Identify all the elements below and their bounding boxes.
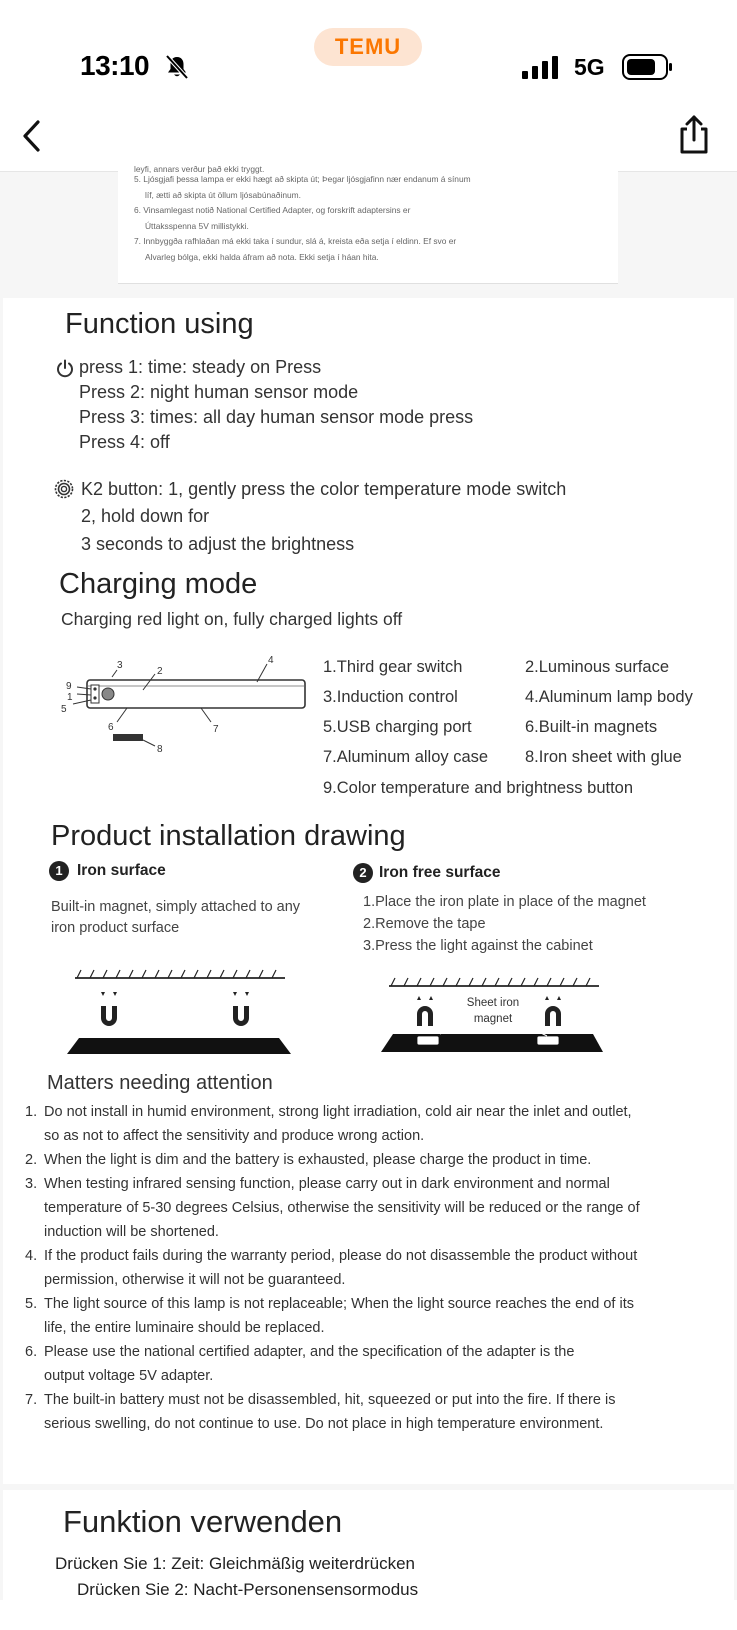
iron-free-surface-diagram [377, 970, 613, 1070]
diagram-label-7: 7 [213, 724, 219, 735]
step-badge-1: 1 [49, 861, 69, 881]
charging-mode-title: Charging mode [59, 568, 258, 600]
diagram-label-5: 5 [61, 704, 67, 715]
k2-line: 3 seconds to adjust the brightness [81, 534, 355, 554]
attention-item [25, 1244, 725, 1292]
app-badge[interactable] [314, 28, 422, 66]
status-time: 13:10 [80, 50, 150, 81]
part-label: 7.Aluminum alloy case [323, 748, 489, 766]
iron-free-step: 1.Place the iron plate in place of the magnet [363, 894, 646, 910]
attention-item [25, 1148, 725, 1172]
press-line: Press 4: off [79, 432, 170, 452]
part-label: 6.Built-in magnets [525, 718, 658, 736]
attention-item-number: 4. [25, 1248, 38, 1264]
k2-line: K2 button: 1, gently press the color temperature mode switch [81, 479, 567, 499]
attention-item-number: 5. [25, 1296, 38, 1312]
share-icon[interactable] [674, 112, 714, 158]
part-label: 5.USB charging port [323, 718, 472, 736]
step-badge-2: 2 [353, 863, 373, 883]
iron-surface-desc: Built-in magnet, simply attached to any [51, 899, 301, 915]
part-label: 8.Iron sheet with glue [525, 748, 682, 766]
press-line: Press 2: night human sensor mode [79, 382, 359, 402]
diagram-label-1: 1 [67, 692, 73, 703]
status-bar [0, 0, 737, 100]
german-title: Funktion verwenden [63, 1504, 343, 1539]
german-line: Drücken Sie 2: Nacht-Personensensormodus [77, 1580, 419, 1599]
diagram-label-6: 6 [108, 722, 114, 733]
attention-item-line: Please use the national certified adapter, and the specification of the adapter is the [44, 1344, 575, 1360]
icelandic-line: 7. Innbyggða rafhlaðan má ekki taka í sundur, slá á, kreista eða setja í eldinn. Ef svo er [134, 236, 457, 246]
power-icon [55, 359, 75, 379]
press-line: Press 3: times: all day human sensor mode press [79, 407, 474, 427]
attention-item-line: When testing infrared sensing function, please carry out in dark environment and normal [44, 1176, 610, 1192]
press-line: press 1: time: steady on Press [79, 357, 322, 377]
product-description-scroll[interactable] [0, 164, 737, 1600]
gear-button-icon [53, 478, 75, 500]
sheet-iron-label: magnet [473, 1013, 513, 1025]
back-chevron-icon[interactable] [16, 114, 56, 158]
part-label: 4.Aluminum lamp body [525, 688, 693, 706]
attention-title: Matters needing attention [47, 1072, 273, 1094]
icelandic-line: 6. Vinsamlegast notið National Certified Adapter, og forskrift adaptersins er [134, 205, 411, 215]
icelandic-line: leyfi, annars verður það ekki tryggt. [134, 164, 265, 174]
attention-item-number: 7. [25, 1392, 38, 1408]
function-using-title: Function using [65, 308, 254, 340]
attention-item-number: 2. [25, 1152, 38, 1168]
attention-item-number: 6. [25, 1344, 38, 1360]
attention-item [25, 1388, 725, 1436]
attention-item-line: serious swelling, do not continue to use. Do not place in high temperature environment. [44, 1416, 604, 1432]
attention-item [25, 1100, 725, 1148]
iron-free-step: 2.Remove the tape [363, 916, 486, 932]
attention-item [25, 1292, 725, 1340]
diagram-label-8: 8 [157, 744, 163, 755]
icelandic-line: Alvarleg bólga, ekki halda áfram að nota. Ekki setja í háan hita. [145, 251, 379, 262]
german-instructions-image [3, 1490, 734, 1630]
attention-item-number: 1. [25, 1104, 38, 1120]
attention-item-line: The built-in battery must not be disassembled, hit, squeezed or put into the fire. If there is [44, 1392, 616, 1408]
english-instructions-image [3, 298, 734, 1484]
diagram-label-4: 4 [268, 655, 274, 666]
bell-muted-icon [164, 54, 190, 80]
iron-surface-heading: Iron surface [77, 862, 166, 879]
diagram-label-9: 9 [66, 681, 72, 692]
iron-surface-diagram [63, 962, 299, 1062]
battery-icon [622, 54, 674, 80]
sheet-iron-label: Sheet iron [466, 997, 520, 1009]
installation-title: Product installation drawing [51, 820, 406, 852]
cellular-signal-icon [522, 56, 562, 80]
iron-free-step: 3.Press the light against the cabinet [363, 938, 593, 954]
part-label: 3.Induction control [323, 688, 458, 706]
app-badge-label: TEMU [334, 34, 402, 59]
lamp-parts-diagram [53, 650, 313, 762]
attention-item-line: permission, otherwise it will not be guaranteed. [44, 1272, 346, 1288]
diagram-label-2: 2 [157, 666, 163, 677]
icelandic-line: 5. Ljósgjafi þessa lampa er ekki hægt að skipta út; Þegar ljósgjafinn nær endanum á sínum [134, 174, 471, 184]
attention-item-line: so as not to affect the sensitivity and produce wrong action. [44, 1128, 425, 1144]
attention-item-line: life, the entire luminaire should be replaced. [44, 1320, 325, 1336]
diagram-label-3: 3 [117, 660, 123, 671]
attention-item-number: 3. [25, 1176, 38, 1192]
icelandic-line: Úttaksspenna 5V millistykki. [145, 220, 249, 231]
iron-free-surface-heading: Iron free surface [379, 864, 501, 881]
german-line: Drücken Sie 1: Zeit: Gleichmäßig weiterdrücken [55, 1554, 415, 1573]
attention-item-line: When the light is dim and the battery is exhausted, please charge the product in time. [44, 1152, 592, 1168]
part-label: 2.Luminous surface [525, 658, 669, 676]
attention-item-line: If the product fails during the warranty period, please do not disassemble the product without [44, 1248, 638, 1264]
attention-item-line: output voltage 5V adapter. [44, 1368, 214, 1384]
part-label: 9.Color temperature and brightness button [323, 779, 634, 797]
charging-mode-subtitle: Charging red light on, fully charged lights off [61, 609, 403, 629]
iron-surface-desc: iron product surface [51, 920, 180, 936]
attention-item [25, 1340, 725, 1388]
icelandic-line: líf, ætti að skipta út öllum ljósabúnaðinum. [145, 189, 301, 200]
attention-item-line: induction will be shortened. [44, 1224, 219, 1240]
attention-item [25, 1172, 725, 1244]
attention-item-line: The light source of this lamp is not replaceable; When the light source reaches the end of its [44, 1296, 634, 1312]
network-type: 5G [574, 54, 605, 80]
part-label: 1.Third gear switch [323, 658, 463, 676]
k2-line: 2, hold down for [81, 506, 210, 526]
attention-item-line: Do not install in humid environment, strong light irradiation, cold air near the inlet and outlet, [44, 1104, 632, 1120]
icelandic-instructions-image [118, 162, 618, 284]
attention-item-line: temperature of 5-30 degrees Celsius, otherwise the sensitivity will be reduced or the range of [44, 1200, 640, 1216]
